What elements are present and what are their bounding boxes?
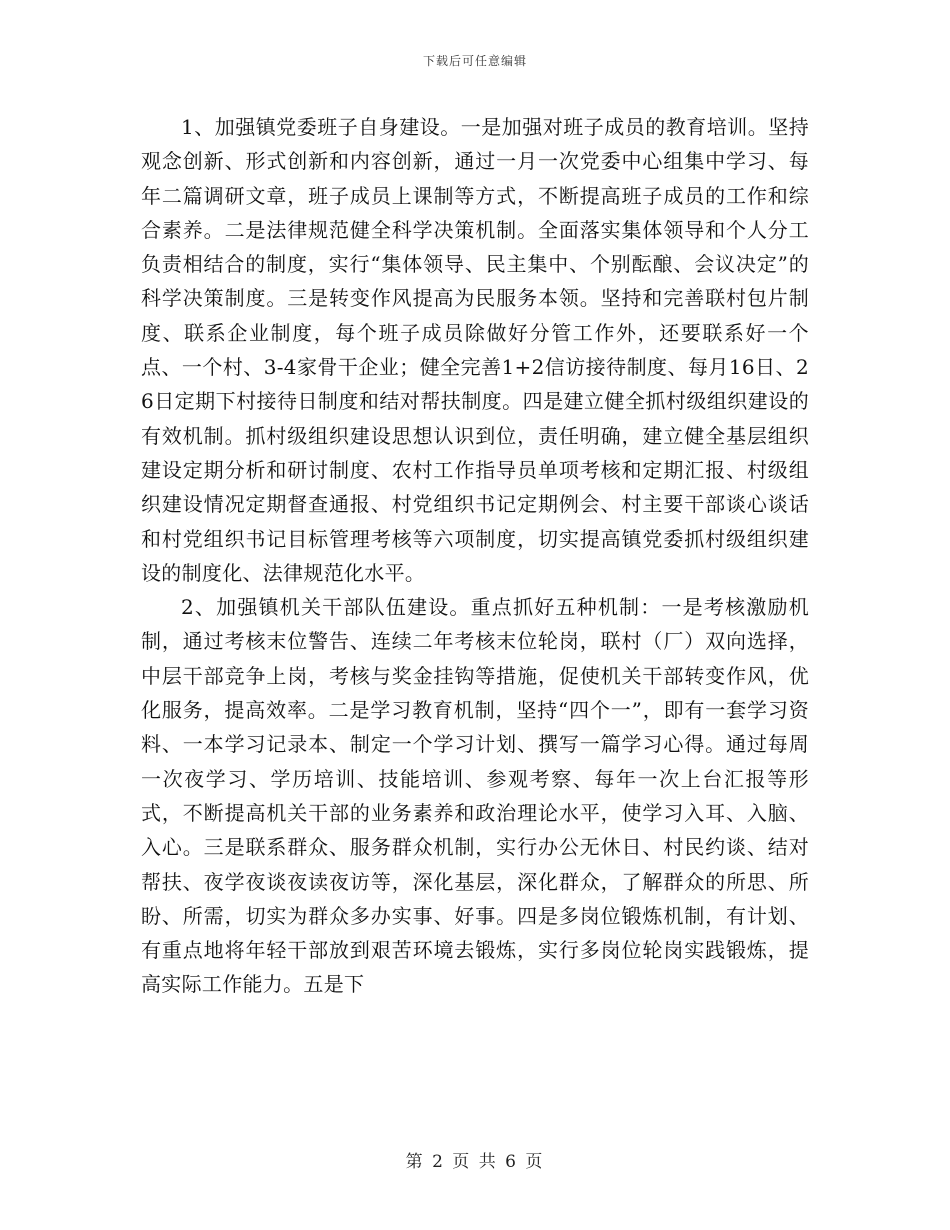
document-body (141, 110, 809, 1002)
paragraph-party-committee: 1、加强镇党委班子自身建设。一是加强对班子成员的教育培训。坚持观念创新、形式创新和内容创新，通过一月一次党委中心组集中学习、每年二篇调研文章，班子成员上课制等方式，不断提高班子成员的工作和综合素养。二是法律规范健全科学决策机制。全面落实集体领导和个人分工负责相结合的制度，实行“集体领导、民主集中、个别酝酿、会议决定”的科学决策制度。三是转变作风提高为民服务本领。坚持和完善联村包片制度、联系企业制度，每个班子成员除做好分管工作外，还要联系好一个点、一个村、3-4家骨干企业；健全完善1+2信访接待制度、每月16日、26日定期下村接待日制度和结对帮扶制度。四是建立健全抓村级组织建设的有效机制。抓村级组织建设思想认识到位，责任明确，建立健全基层组织建设定期分析和研讨制度、农村工作指导员单项考核和定期汇报、村级组织建设情况定期督查通报、村党组织书记定期例会、村主要干部谈心谈话和村党组织书记目标管理考核等六项制度，切实提高镇党委抓村级组织建设的制度化、法律规范化水平。 (141, 115, 809, 585)
page-number-footer: 第 2 页 共 6 页 (405, 1152, 545, 1172)
paragraph-cadre-team: 2、加强镇机关干部队伍建设。重点抓好五种机制：一是考核激励机制，通过考核末位警告、连续二年考核末位轮岗，联村（厂）双向选择，中层干部竞争上岗，考核与奖金挂钩等措施，促使机关干部转变作风，优化服务，提高效率。二是学习教育机制，坚持“四个一”，即有一套学习资料、一本学习记录本、制定一个学习计划、撰写一篇学习心得。通过每周一次夜学习、学历培训、技能培训、参观考察、每年一次上台汇报等形式，不断提高机关干部的业务素养和政治理论水平，使学习入耳、入脑、入心。三是联系群众、服务群众机制，实行办公无休日、村民约谈、结对帮扶、夜学夜谈夜读夜访等，深化基层，深化群众，了解群众的所思、所盼、所需，切实为群众多办实事、好事。四是多岗位锻炼机制，有计划、有重点地将年轻干部放到艰苦环境去锻炼，实行多岗位轮岗实践锻炼，提高实际工作能力。五是下 (141, 595, 809, 997)
page-header-note: 下载后可任意编辑 (422, 54, 527, 68)
